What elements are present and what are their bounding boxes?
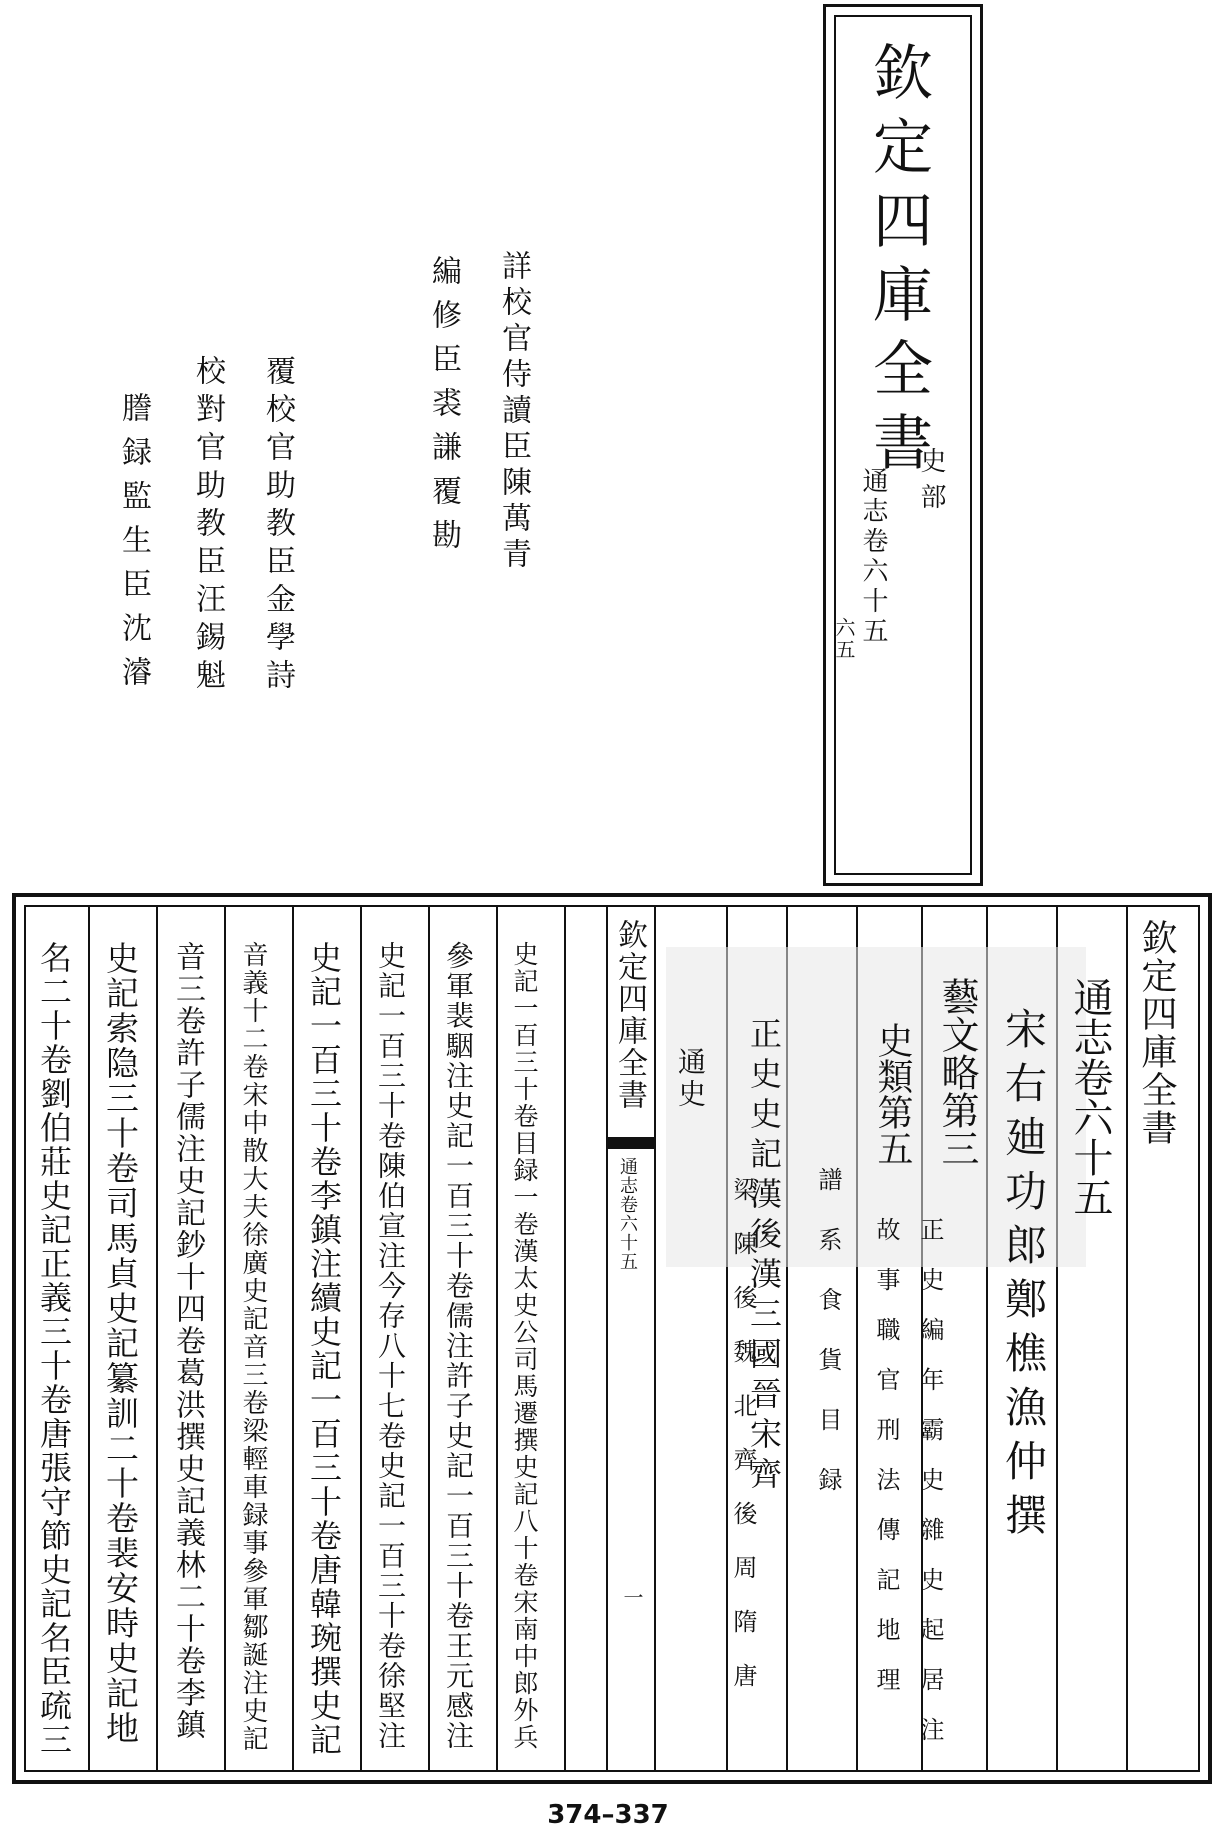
title-card-sub: 六五: [832, 617, 856, 661]
column-rule: [564, 907, 566, 1770]
right-page-subcats-1: 正史編年霸史雜史起居注: [916, 1217, 944, 1767]
center-strip-left-rule: [606, 907, 608, 1770]
title-card-category: 史部: [916, 447, 946, 519]
center-strip: [606, 907, 656, 1770]
left-page-column-6: 音三卷許子儒注史記鈔十四卷葛洪撰史記義林二十卷李鎮: [170, 941, 205, 1741]
right-page-header: 欽定四庫全書: [1136, 919, 1177, 1147]
column-rule: [224, 907, 226, 1770]
left-page-column-1: 史記一百三十卷目録一卷漢太史公司馬遷撰史記八十卷宋南中郎外兵: [510, 941, 539, 1751]
page-number: 374–337: [547, 1800, 669, 1830]
left-page-column-8: 名二十卷劉伯莊史記正義三十卷唐張守節史記名臣疏三: [35, 941, 73, 1757]
column-rule: [156, 907, 158, 1770]
column-rule: [88, 907, 90, 1770]
page-frame: [12, 893, 1212, 1784]
right-page-zhengshi: 正史史記漢後漢三國晉宋齊: [745, 1017, 783, 1497]
left-page-column-5: 音義十二卷宋中散大夫徐廣史記音三卷梁輕車録事參軍鄒誕注史記: [238, 941, 268, 1753]
right-page-zhengshi-2: 梁陳後魏北齊後周隋唐: [729, 1177, 757, 1717]
left-page-column-3: 史記一百三十卷陳伯宣注今存八十七卷史記一百三十卷徐堅注: [374, 941, 407, 1751]
right-page-author: 宋右廸功郎鄭樵漁仲撰: [999, 1007, 1048, 1547]
credit-compilers: 編修臣裘謙覆勘: [426, 255, 461, 563]
left-page-column-2: 參軍裴駰注史記一百三十卷儒注許子史記一百三十卷王元感注: [442, 941, 475, 1751]
title-card-title: 欽定四庫全書: [863, 41, 933, 485]
right-page-section: 藝文略第三: [935, 977, 979, 1167]
right-page-category-title: 史類第五: [872, 1022, 913, 1166]
column-rule: [428, 907, 430, 1770]
center-strip-leaf: 一: [620, 1587, 644, 1608]
right-page-tongshi: 通史: [674, 1047, 707, 1111]
right-page-subcats-3: 譜系食貨目録: [814, 1167, 842, 1527]
page-inner-border: [24, 905, 1200, 1772]
right-page-subcats-2: 故事職官刑法傳記地理: [872, 1217, 900, 1717]
center-strip-label: 通志卷六十五: [617, 1157, 638, 1271]
center-strip-header: 欽定四庫全書: [612, 919, 647, 1111]
credit-copyist: 謄録監生臣沈濬: [116, 392, 151, 700]
column-rule: [1126, 907, 1128, 1770]
column-rule: [292, 907, 294, 1770]
credit-proofreader: 覆校官助教臣金學詩: [260, 355, 295, 697]
credit-editors: 詳校官侍讀臣陳萬青: [496, 250, 531, 574]
center-strip-right-rule: [654, 907, 656, 1770]
fish-tail-mark: [606, 1137, 656, 1149]
left-page-column-4: 史記一百三十卷李鎮注續史記一百三十卷唐韓琬撰史記: [305, 941, 343, 1757]
title-card-book: 通志卷六十五: [858, 467, 888, 647]
column-rule: [360, 907, 362, 1770]
right-page-volume: 通志卷六十五: [1067, 977, 1113, 1217]
left-page-column-7: 史記索隐三十卷司馬貞史記纂訓二十卷裴安時史記地: [101, 941, 140, 1746]
credit-collator: 校對官助教臣汪錫魁: [190, 355, 225, 697]
column-rule: [496, 907, 498, 1770]
title-card: [823, 4, 983, 886]
